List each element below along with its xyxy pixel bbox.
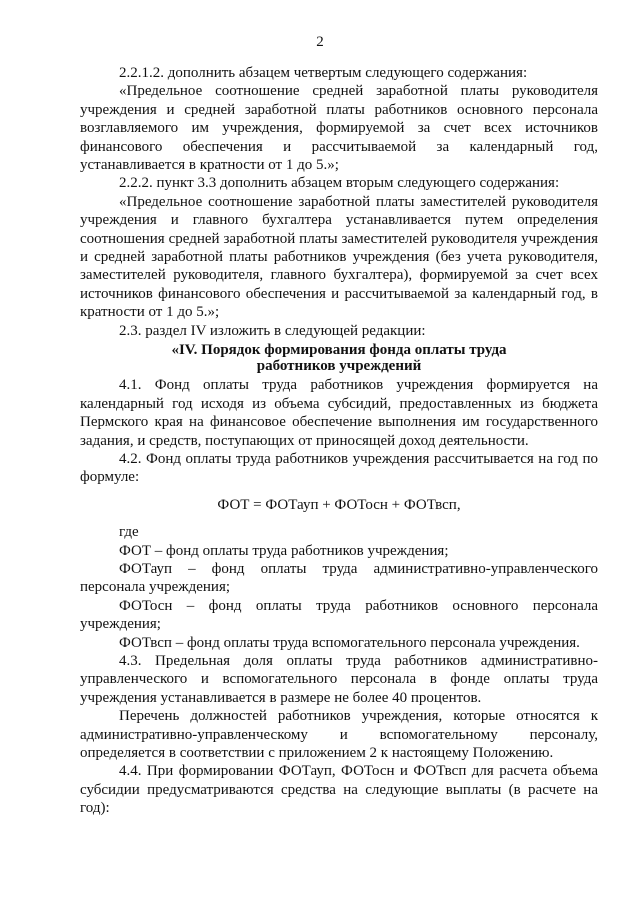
definition-fot: ФОТ – фонд оплаты труда работников учреждения; — [119, 542, 449, 559]
where-label: где — [119, 524, 139, 541]
paragraph-quote-deputy-ratio: «Предельное соотношение заработной платы заместителей руководителя учреждения и главного бухгалтера устанавливается путем определения соотношения средней заработной платы заместителей руководителя учреждения и средней заработной платы работников учреждения (без учета руководителя, заместителей руководителя, главного бухгалтера), формируемой за счет всех источников финансового обеспечения и рассчитываемой за календарный год, в кратности от 1 до 5.»; — [80, 193, 598, 321]
paragraph-2-2-1-2: 2.2.1.2. дополнить абзацем четвертым следующего содержания: — [119, 65, 528, 81]
paragraph-4-4: 4.4. При формировании ФОТауп, ФОТосн и ФОТвсп для расчета объема субсидии предусматриваются средства на следующие выплаты (в расчете на год): — [80, 763, 598, 817]
paragraph-positions-list: Перечень должностей работников учреждения, которые относятся к административно-управленческому и вспомогательному персоналу, определяется в соответствии с приложением 2 к настоящему Положению. — [80, 708, 598, 761]
paragraph-2-2-2: 2.2.2. пункт 3.3 дополнить абзацем вторым следующего содержания: — [119, 175, 560, 192]
section-heading — [80, 343, 598, 374]
formula: ФОТ = ФОТауп + ФОТосн + ФОТвсп, — [217, 496, 461, 513]
definition-fot-aup: ФОТауп – фонд оплаты труда административно-управленческого персонала учреждения; — [80, 560, 598, 596]
paragraph-4-3: 4.3. Предельная доля оплаты труда работников административно-управленческого и вспомогательного персонала в фонде оплаты труда учреждения устанавливается в размере не более 40 процентов. — [80, 652, 598, 706]
paragraph-2-3: 2.3. раздел IV изложить в следующей редакции: — [119, 322, 426, 339]
document-body — [80, 64, 598, 818]
page-number: 2 — [316, 34, 324, 50]
definition-fot-vsp: ФОТвсп – фонд оплаты труда вспомогательного персонала учреждения. — [119, 634, 580, 651]
definition-fot-osn: ФОТосн – фонд оплаты труда работников основного персонала учреждения; — [80, 597, 598, 633]
paragraph-4-2: 4.2. Фонд оплаты труда работников учреждения рассчитывается на год по формуле: — [80, 450, 598, 486]
section-heading-line-2: работников учреждений — [256, 357, 422, 374]
section-heading-line-1: «IV. Порядок формирования фонда оплаты труда — [171, 342, 507, 359]
paragraph-quote-manager-ratio: «Предельное соотношение средней заработной платы руководителя учреждения и средней заработной платы работников основного персонала возглавляемого им учреждения, формируемой за счет всех источников финансового обеспечения и рассчитываемой за календарный год, устанавливается в кратности от 1 до 5.»; — [80, 83, 598, 174]
paragraph-4-1: 4.1. Фонд оплаты труда работников учреждения формируется на календарный год исходя из объема субсидий, предоставленных из бюджета Пермского края на финансовое обеспечение выполнения им государственного задания, и средств, поступающих от приносящей доход деятельности. — [80, 377, 598, 449]
